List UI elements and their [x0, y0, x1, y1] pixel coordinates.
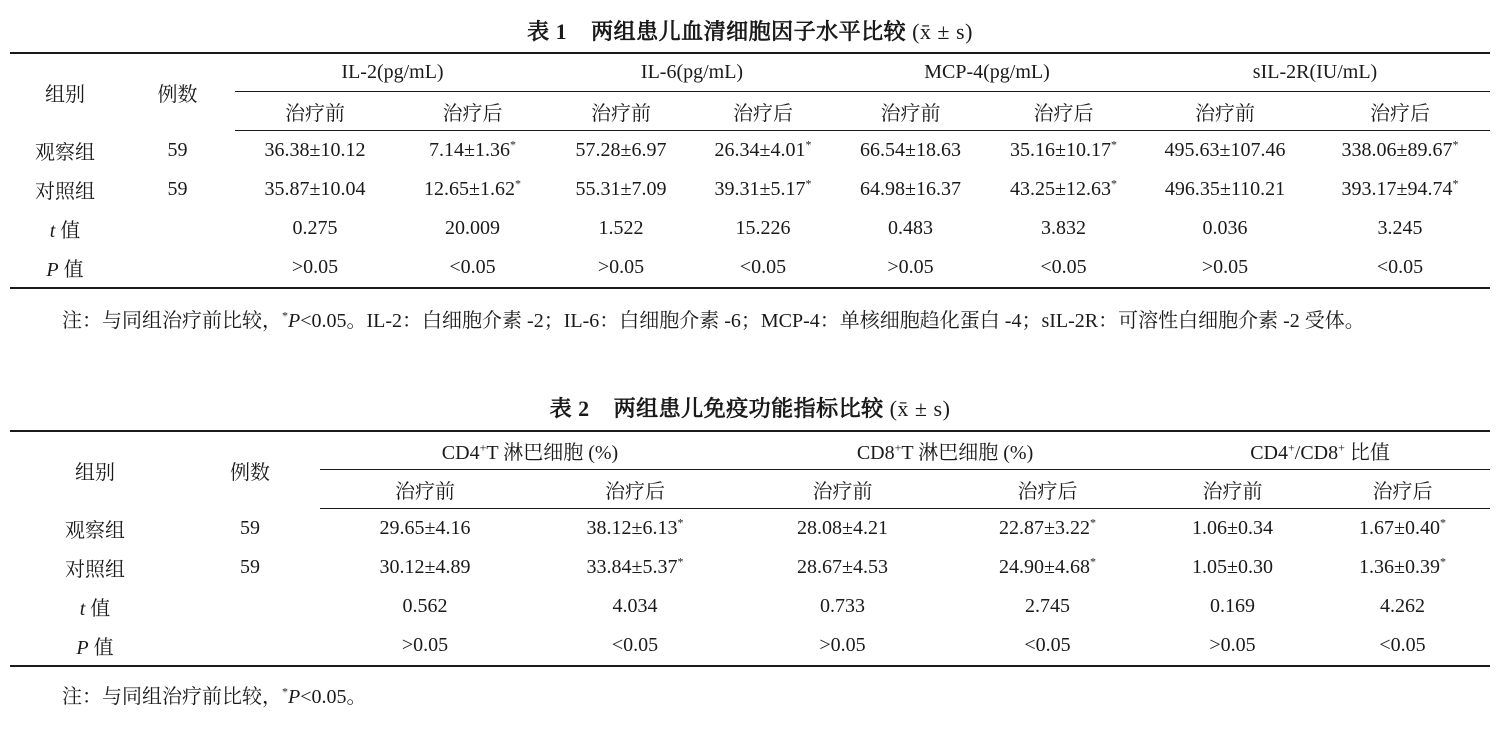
cell: 0.483 [888, 217, 933, 239]
cell: 35.87±10.04 [264, 178, 366, 200]
table1-title: 两组患儿血清细胞因子水平比较 [591, 19, 907, 44]
significance-mark: * [677, 554, 684, 569]
table-row [10, 209, 1490, 248]
cell: 1.36±0.39* [1359, 554, 1447, 578]
table2 [10, 430, 1490, 667]
cell: <0.05 [692, 248, 834, 288]
cell: 2.745 [1025, 595, 1071, 617]
table2-header-n: 例数 [180, 431, 320, 509]
cell: 4.262 [1380, 595, 1426, 617]
table1-header-mcp4: MCP-4(pg/mL) [834, 53, 1140, 92]
cell: 35.16±10.17* [1010, 137, 1117, 161]
table2-subheader-after: 治疗后 [1315, 470, 1490, 509]
row-n: 59 [167, 178, 188, 200]
cell: <0.05 [530, 626, 740, 666]
table1-subheader-after: 治疗后 [395, 92, 550, 131]
cell: 29.65±4.16 [379, 517, 471, 539]
significance-mark: * [1440, 515, 1447, 530]
row-group: 对照组 [65, 559, 125, 581]
cell: <0.05 [945, 626, 1150, 666]
table1 [10, 52, 1490, 289]
table2-header-cd8: CD8+T 淋巴细胞 (%) [740, 431, 1150, 470]
table1-subheader-before: 治疗前 [550, 92, 692, 131]
table2-caption [0, 392, 1500, 423]
cell: >0.05 [235, 248, 395, 288]
cell: 3.832 [1041, 217, 1086, 239]
row-group: 观察组 [35, 141, 95, 164]
cell: 24.90±4.68* [999, 554, 1097, 578]
cell: 0.169 [1210, 595, 1256, 617]
row-n [180, 587, 320, 626]
row-n [180, 626, 320, 666]
cell: 66.54±18.63 [860, 139, 961, 161]
row-stat-t: t 值 [49, 220, 81, 242]
table1-header-sil2r: sIL-2R(IU/mL) [1140, 53, 1490, 92]
table2-note: 注：与同组治疗前比较，*P<0.05。 [62, 684, 367, 708]
table2-subheader-before: 治疗前 [1150, 470, 1315, 509]
table1-note: 注：与同组治疗前比较，*P<0.05。IL-2：白细胞介素 -2；IL-6：白细胞介素 -6；MCP-4：单核细胞趋化蛋白 -4；sIL-2R：可溶性白细胞介素 -2 受体。 [62, 308, 1365, 332]
cell: 64.98±16.37 [860, 178, 961, 200]
cell: 20.009 [445, 217, 500, 239]
table-row [10, 509, 1490, 549]
table2-subheader-after: 治疗后 [945, 470, 1150, 509]
table-row [10, 626, 1490, 666]
cell: 0.036 [1202, 217, 1248, 239]
row-n: 59 [240, 556, 260, 578]
cell: 4.034 [612, 595, 658, 617]
significance-mark: * [1110, 176, 1117, 191]
row-stat-t: t 值 [79, 598, 111, 620]
table2-header-cd4: CD4+T 淋巴细胞 (%) [320, 431, 740, 470]
cell: 39.31±5.17* [714, 176, 812, 200]
table-row [10, 548, 1490, 587]
cell: 393.17±94.74* [1341, 176, 1459, 200]
table1-subheader-after: 治疗后 [1310, 92, 1490, 131]
cell: 26.34±4.01* [714, 137, 812, 161]
significance-mark: * [1110, 137, 1117, 152]
cell: <0.05 [395, 248, 550, 288]
significance-mark: * [1452, 137, 1459, 152]
cell: 28.67±4.53 [797, 556, 888, 578]
cell: <0.05 [1310, 248, 1490, 288]
cell: <0.05 [987, 248, 1140, 288]
table2-subheader-before: 治疗前 [320, 470, 530, 509]
row-n: 59 [167, 138, 188, 161]
cell: >0.05 [320, 626, 530, 666]
table-row [10, 587, 1490, 626]
cell: 28.08±4.21 [797, 517, 888, 539]
cell: 3.245 [1377, 217, 1423, 239]
cell: 43.25±12.63* [1010, 176, 1117, 200]
significance-mark: * [1090, 515, 1097, 530]
table1-subheader-before: 治疗前 [834, 92, 987, 131]
cell: 338.06±89.67* [1341, 137, 1459, 161]
table1-caption [0, 15, 1500, 46]
significance-mark: * [1452, 176, 1459, 191]
row-n [120, 248, 235, 288]
cell: >0.05 [740, 626, 945, 666]
table-row [10, 131, 1490, 171]
cell: >0.05 [1140, 248, 1310, 288]
table2-header-group: 组别 [10, 431, 180, 509]
cell: 1.06±0.34 [1192, 517, 1274, 539]
table1-formula: (x̄ ± s) [912, 19, 973, 44]
row-stat-p: P 值 [10, 626, 180, 666]
table2-title: 两组患儿免疫功能指标比较 [613, 396, 884, 421]
cell: >0.05 [1150, 626, 1315, 666]
table2-subheader-before: 治疗前 [740, 470, 945, 509]
table1-subheader-after: 治疗后 [692, 92, 834, 131]
cell: 12.65±1.62* [424, 176, 521, 200]
cell: 1.522 [598, 217, 644, 239]
cell: 496.35±110.21 [1164, 178, 1286, 200]
cell: 495.63±107.46 [1164, 139, 1286, 161]
significance-mark: * [1090, 554, 1097, 569]
row-n [120, 209, 235, 248]
significance-mark: * [514, 176, 521, 191]
row-group: 观察组 [65, 519, 125, 542]
table1-subheader-before: 治疗前 [1140, 92, 1310, 131]
row-n: 59 [240, 516, 260, 539]
cell: 1.05±0.30 [1192, 556, 1274, 578]
table1-label: 表 1 [527, 19, 568, 44]
cell: 55.31±7.09 [575, 178, 667, 200]
cell: <0.05 [1315, 626, 1490, 666]
table1-header-n: 例数 [120, 53, 235, 131]
cell: 30.12±4.89 [379, 556, 471, 578]
cell: 36.38±10.12 [264, 139, 366, 161]
cell: 0.733 [820, 595, 866, 617]
table-row [10, 170, 1490, 209]
table2-subheader-after: 治疗后 [530, 470, 740, 509]
table1-subheader-before: 治疗前 [235, 92, 395, 131]
table2-label: 表 2 [549, 396, 590, 421]
cell: 33.84±5.37* [586, 554, 684, 578]
cell: >0.05 [550, 248, 692, 288]
table1-header-il6: IL-6(pg/mL) [550, 53, 834, 92]
significance-mark: * [677, 515, 684, 530]
cell: 1.67±0.40* [1359, 515, 1447, 539]
cell: 22.87±3.22* [999, 515, 1097, 539]
significance-mark: * [805, 137, 812, 152]
row-stat-p: P 值 [10, 248, 120, 288]
table1-subheader-after: 治疗后 [987, 92, 1140, 131]
table2-header-ratio: CD4+/CD8+ 比值 [1150, 431, 1490, 470]
table2-formula: (x̄ ± s) [889, 396, 951, 421]
table-row [10, 248, 1490, 288]
table1-header-il2: IL-2(pg/mL) [235, 53, 550, 92]
cell: 0.562 [402, 595, 448, 617]
cell: 57.28±6.97 [575, 139, 667, 161]
table1-header-group: 组别 [10, 53, 120, 131]
cell: 38.12±6.13* [586, 515, 684, 539]
row-group: 对照组 [35, 181, 95, 203]
cell: >0.05 [834, 248, 987, 288]
cell: 7.14±1.36* [429, 137, 516, 161]
significance-mark: * [509, 137, 516, 152]
cell: 0.275 [292, 217, 338, 239]
significance-mark: * [1440, 554, 1447, 569]
cell: 15.226 [735, 217, 791, 239]
significance-mark: * [805, 176, 812, 191]
